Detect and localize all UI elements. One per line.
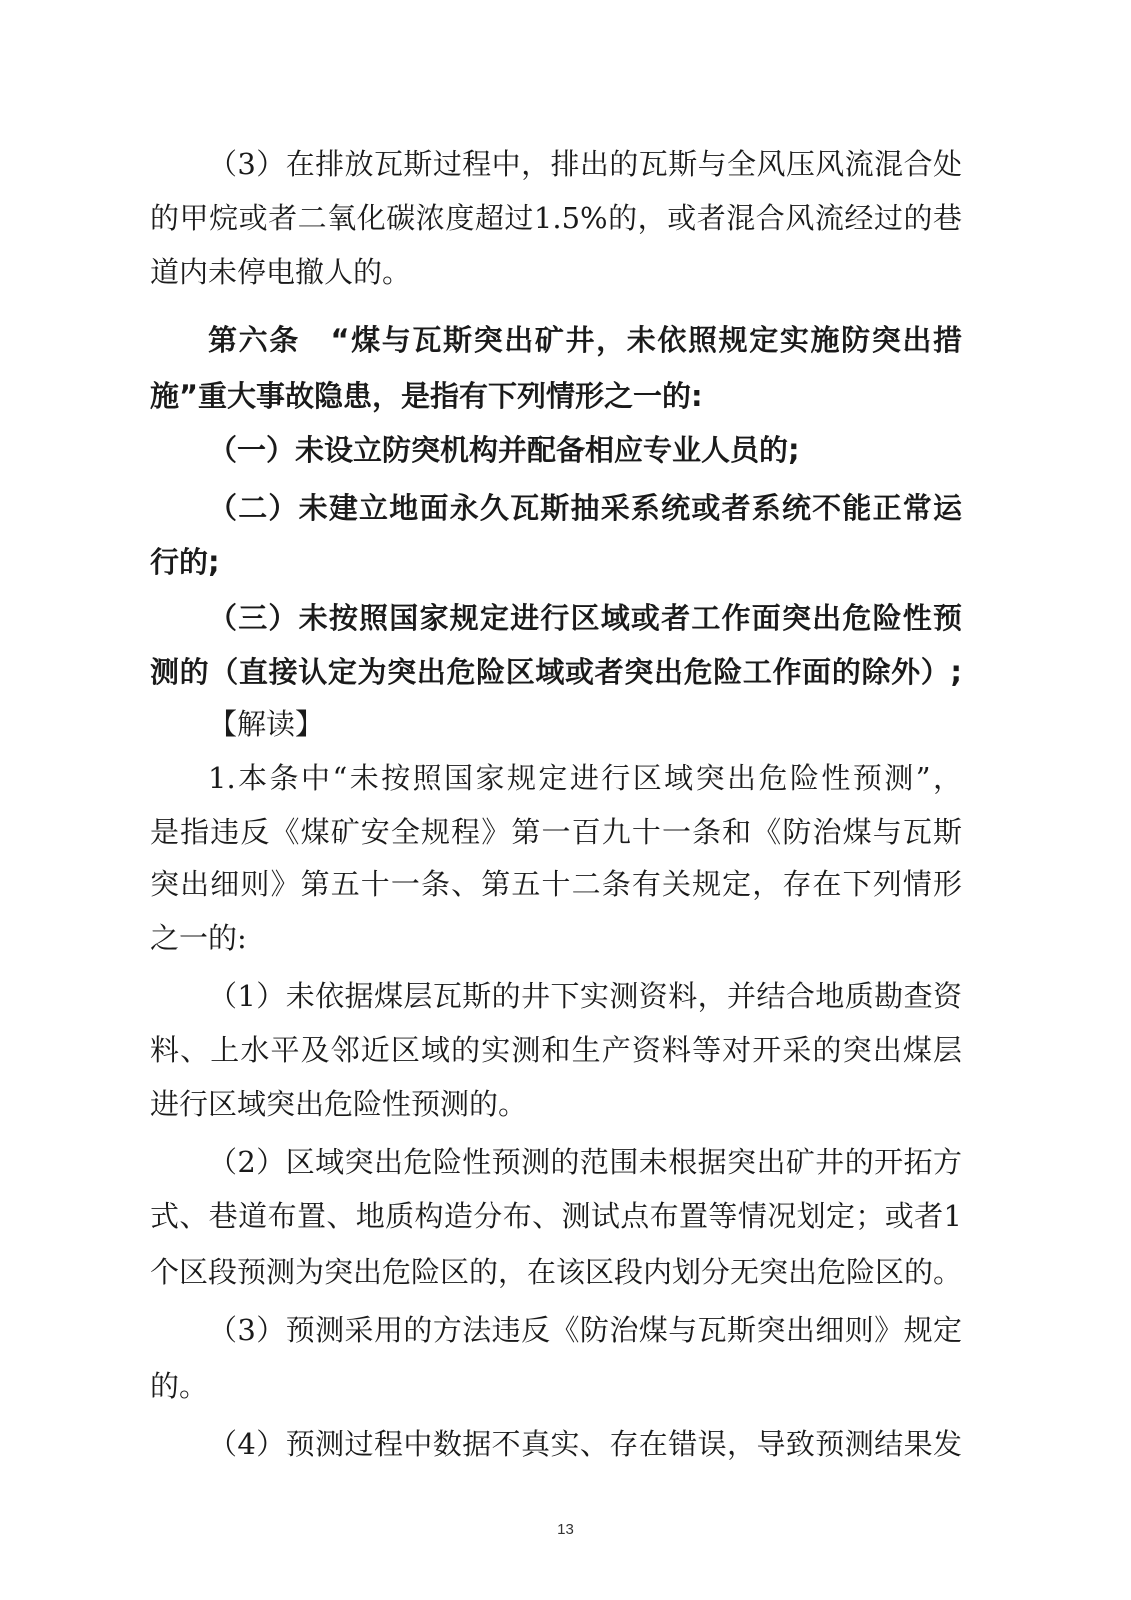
- paragraph-line: （3）在排放瓦斯过程中，排出的瓦斯与全风压风流混合处: [208, 147, 962, 181]
- article-item-line: （三）未按照国家规定进行区域或者工作面突出危险性预: [208, 601, 962, 635]
- paragraph-line: （3）预测采用的方法违反《防治煤与瓦斯突出细则》规定: [208, 1313, 962, 1347]
- paragraph-line: 的甲烷或者二氧化碳浓度超过1.5%的，或者混合风流经过的巷: [150, 201, 962, 235]
- article-heading-line: 第六条 “煤与瓦斯突出矿井，未依照规定实施防突出措: [208, 323, 962, 357]
- paragraph-line: 的。: [150, 1369, 209, 1403]
- paragraph-line: 个区段预测为突出危险区的，在该区段内划分无突出危险区的。: [150, 1255, 962, 1289]
- paragraph-line: 料、上水平及邻近区域的实测和生产资料等对开采的突出煤层: [150, 1033, 962, 1067]
- paragraph-line: 1.本条中“未按照国家规定进行区域突出危险性预测”，: [208, 761, 962, 795]
- paragraph-line: （2）区域突出危险性预测的范围未根据突出矿井的开拓方: [208, 1145, 962, 1179]
- article-heading-line: 施”重大事故隐患，是指有下列情形之一的:: [150, 379, 703, 413]
- paragraph-line: 之一的:: [150, 921, 247, 955]
- article-item-line: 测的（直接认定为突出危险区域或者突出危险工作面的除外）;: [150, 655, 962, 689]
- article-item-line: 行的;: [150, 545, 220, 579]
- interpretation-heading: 【解读】: [208, 707, 325, 741]
- paragraph-line: （1）未依据煤层瓦斯的井下实测资料，并结合地质勘查资: [208, 979, 962, 1013]
- article-item-line: （一）未设立防突机构并配备相应专业人员的;: [208, 433, 800, 467]
- paragraph-line: 进行区域突出危险性预测的。: [150, 1087, 528, 1121]
- paragraph-line: 道内未停电撤人的。: [150, 255, 412, 289]
- paragraph-line: （4）预测过程中数据不真实、存在错误，导致预测结果发: [208, 1427, 962, 1461]
- paragraph-line: 式、巷道布置、地质构造分布、测试点布置等情况划定；或者1: [150, 1199, 962, 1233]
- paragraph-line: 突出细则》第五十一条、第五十二条有关规定，存在下列情形: [150, 867, 962, 901]
- article-item-line: （二）未建立地面永久瓦斯抽采系统或者系统不能正常运: [208, 491, 962, 525]
- page-number: 13: [557, 1521, 574, 1538]
- paragraph-line: 是指违反《煤矿安全规程》第一百九十一条和《防治煤与瓦斯: [150, 815, 962, 849]
